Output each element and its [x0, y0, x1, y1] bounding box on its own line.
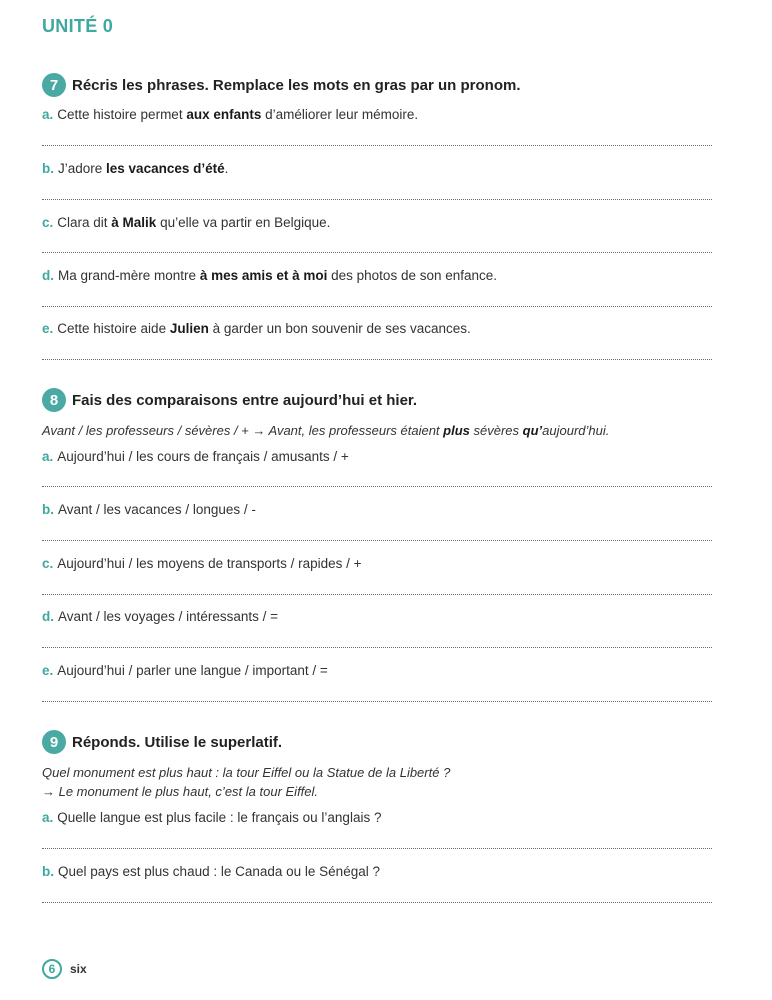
item-text: Avant / les voyages / intéressants / =: [58, 609, 278, 624]
answer-line[interactable]: [42, 540, 712, 541]
item-text: Cette histoire aide: [57, 321, 170, 336]
exercise-9-item-b: [42, 864, 380, 879]
item-text: Quelle langue est plus facile : le français ou l’anglais ?: [57, 810, 382, 825]
item-letter: a.: [42, 107, 54, 122]
answer-line[interactable]: [42, 486, 712, 487]
exercise-8-item-d: [42, 609, 278, 624]
item-letter: c.: [42, 215, 54, 230]
unit-title: UNITÉ 0: [42, 16, 114, 36]
item-letter: a.: [42, 810, 54, 825]
exercise-9-number-badge: 9: [42, 730, 66, 754]
item-letter: e.: [42, 321, 54, 336]
exercise-8-header: [42, 388, 417, 412]
exercise-7-item-c: [42, 215, 330, 230]
exercise-7-item-a: [42, 107, 418, 122]
answer-line[interactable]: [42, 902, 712, 903]
item-bold-text: les vacances d’été: [106, 161, 225, 176]
exercise-8-title: Fais des comparaisons entre aujourd’hui et hier.: [72, 391, 418, 409]
exercise-9-example-question: Quel monument est plus haut : la tour Eiffel ou la Statue de la Liberté ?: [42, 765, 451, 780]
item-text: à garder un bon souvenir de ses vacances.: [208, 321, 471, 336]
item-letter: d.: [42, 268, 54, 283]
exercise-9-title: Réponds. Utilise le superlatif.: [72, 733, 283, 751]
item-bold-text: à Malik: [111, 215, 157, 230]
item-text: Avant / les vacances / longues / -: [58, 502, 256, 517]
page-footer: [42, 959, 87, 979]
exercise-7-number-badge: 7: [42, 73, 66, 97]
page-number-badge: 6: [42, 959, 62, 979]
exercise-8-example: [42, 423, 609, 438]
exercise-9-example-answer: → Le monument le plus haut, c’est la tour Eiffel.: [42, 784, 319, 799]
exercise-7-item-d: [42, 268, 497, 283]
item-letter: a.: [42, 449, 54, 464]
answer-line[interactable]: [42, 848, 712, 849]
exercise-8-item-b: [42, 502, 256, 517]
answer-line[interactable]: [42, 594, 712, 595]
example-text: sévères: [469, 423, 523, 438]
item-text: Cette histoire permet: [57, 107, 187, 122]
item-text: J’adore: [58, 161, 107, 176]
answer-line[interactable]: [42, 145, 712, 146]
item-text: Aujourd’hui / parler une langue / important / =: [57, 663, 328, 678]
exercise-9-item-a: [42, 810, 381, 825]
item-text: Quel pays est plus chaud : le Canada ou le Sénégal ?: [58, 864, 380, 879]
answer-line[interactable]: [42, 199, 712, 200]
answer-line[interactable]: [42, 701, 712, 702]
exercise-8-item-a: [42, 449, 349, 464]
exercise-7-item-b: [42, 161, 228, 176]
item-text: Ma grand-mère montre: [58, 268, 200, 283]
exercise-8-number-badge: 8: [42, 388, 66, 412]
exercise-8-item-e: [42, 663, 328, 678]
item-bold-text: à mes amis et à moi: [199, 268, 328, 283]
item-letter: b.: [42, 502, 54, 517]
item-letter: e.: [42, 663, 54, 678]
exercise-7-item-e: [42, 321, 471, 336]
item-letter: c.: [42, 556, 54, 571]
item-text: .: [224, 161, 229, 176]
item-text: Aujourd’hui / les cours de français / amusants / +: [57, 449, 349, 464]
exercise-9-header: [42, 730, 282, 754]
answer-line[interactable]: [42, 252, 712, 253]
exercise-7-header: [42, 73, 521, 97]
answer-line[interactable]: [42, 359, 712, 360]
item-letter: d.: [42, 609, 54, 624]
item-letter: b.: [42, 864, 54, 879]
example-bold-text: qu’: [522, 423, 543, 438]
exercise-8-item-c: [42, 556, 362, 571]
answer-line[interactable]: [42, 647, 712, 648]
item-bold-text: aux enfants: [186, 107, 262, 122]
item-letter: b.: [42, 161, 54, 176]
example-text: aujourd’hui.: [542, 423, 610, 438]
answer-line[interactable]: [42, 306, 712, 307]
exercise-7-title: Récris les phrases. Remplace les mots en gras par un pronom.: [72, 76, 521, 94]
example-text: Avant / les professeurs / sévères / + → Avant, les professeurs étaient: [42, 423, 444, 438]
item-text: Clara dit: [57, 215, 112, 230]
item-text: des photos de son enfance.: [327, 268, 498, 283]
item-text: d’améliorer leur mémoire.: [261, 107, 419, 122]
item-bold-text: Julien: [169, 321, 209, 336]
page-number-word: six: [70, 962, 87, 976]
item-text: qu’elle va partir en Belgique.: [156, 215, 331, 230]
example-bold-text: plus: [443, 423, 470, 438]
item-text: Aujourd’hui / les moyens de transports / rapides / +: [57, 556, 362, 571]
